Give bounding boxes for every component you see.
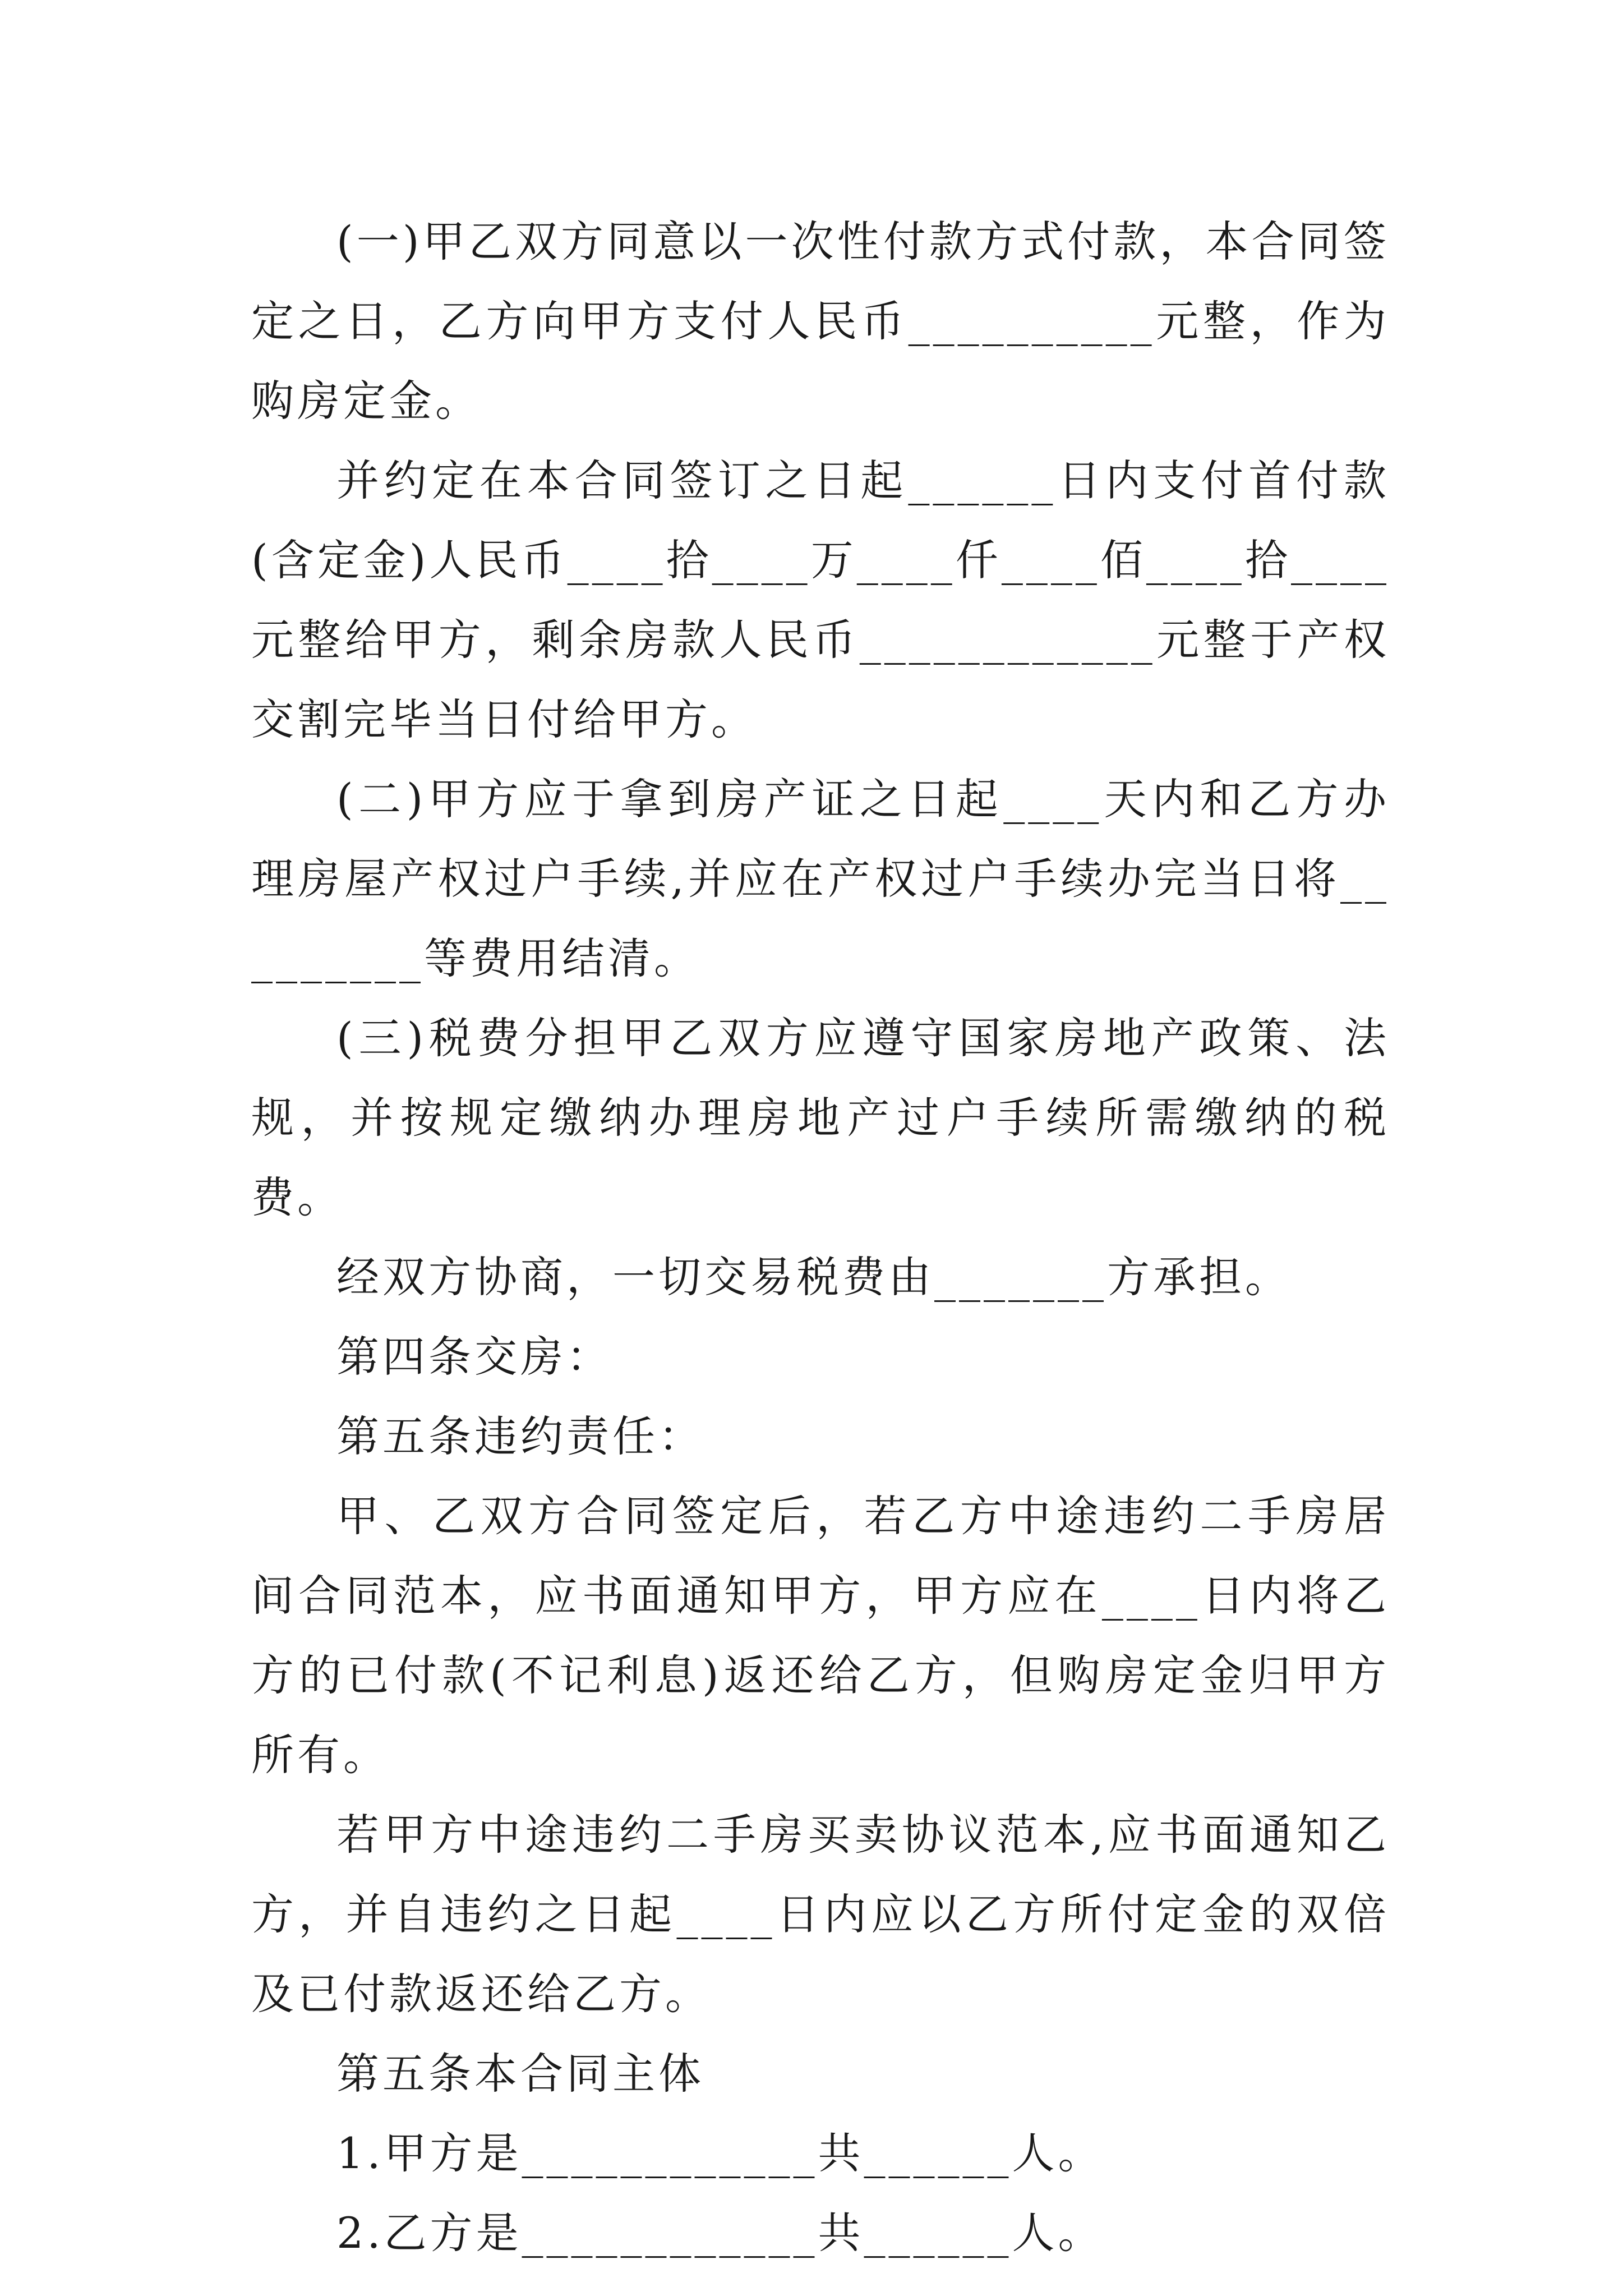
paragraph-tax-bearer: 经双方协商，一切交易税费由_______方承担。 <box>336 1252 1291 1302</box>
party-b-line: 2.乙方是____________共______人。 <box>336 2208 1104 2258</box>
heading-contract-parties: 第五条本合同主体 <box>336 2049 704 2099</box>
paragraph-payment-method: (一)甲乙双方同意以一次性付款方式付款，本合同签定之日，乙方向甲方支付人民币__________元整，作为购房定金。 <box>251 217 1390 426</box>
paragraph-down-payment: 并约定在本合同签订之日起______日内支付首付款(含定金)人民币____拾____万____仟____佰____拾____元整给甲方，剩余房款人民币____________元整于产权交割完毕当日付给甲方。 <box>251 455 1390 744</box>
document-body <box>251 202 1390 2273</box>
party-a-line: 1.甲方是____________共______人。 <box>336 2128 1104 2178</box>
heading-article-4: 第四条交房： <box>336 1332 612 1382</box>
paragraph-seller-breach: 若甲方中途违约二手房买卖协议范本,应书面通知乙方，并自违约之日起____日内应以乙方所付定金的双倍及已付款返还给乙方。 <box>251 1810 1390 2019</box>
paragraph-buyer-breach: 甲、乙双方合同签定后，若乙方中途违约二手房居间合同范本，应书面通知甲方，甲方应在____日内将乙方的已付款(不记利息)返还给乙方，但购房定金归甲方所有。 <box>251 1491 1390 1780</box>
paragraph-tax-sharing: (三)税费分担甲乙双方应遵守国家房地产政策、法规，并按规定缴纳办理房地产过户手续所需缴纳的税费。 <box>251 1013 1390 1222</box>
heading-article-5: 第五条违约责任： <box>336 1411 704 1461</box>
paragraph-title-transfer: (二)甲方应于拿到房产证之日起____天内和乙方办理房屋产权过户手续,并应在产权过户手续办完当日将_________等费用结清。 <box>251 774 1390 983</box>
